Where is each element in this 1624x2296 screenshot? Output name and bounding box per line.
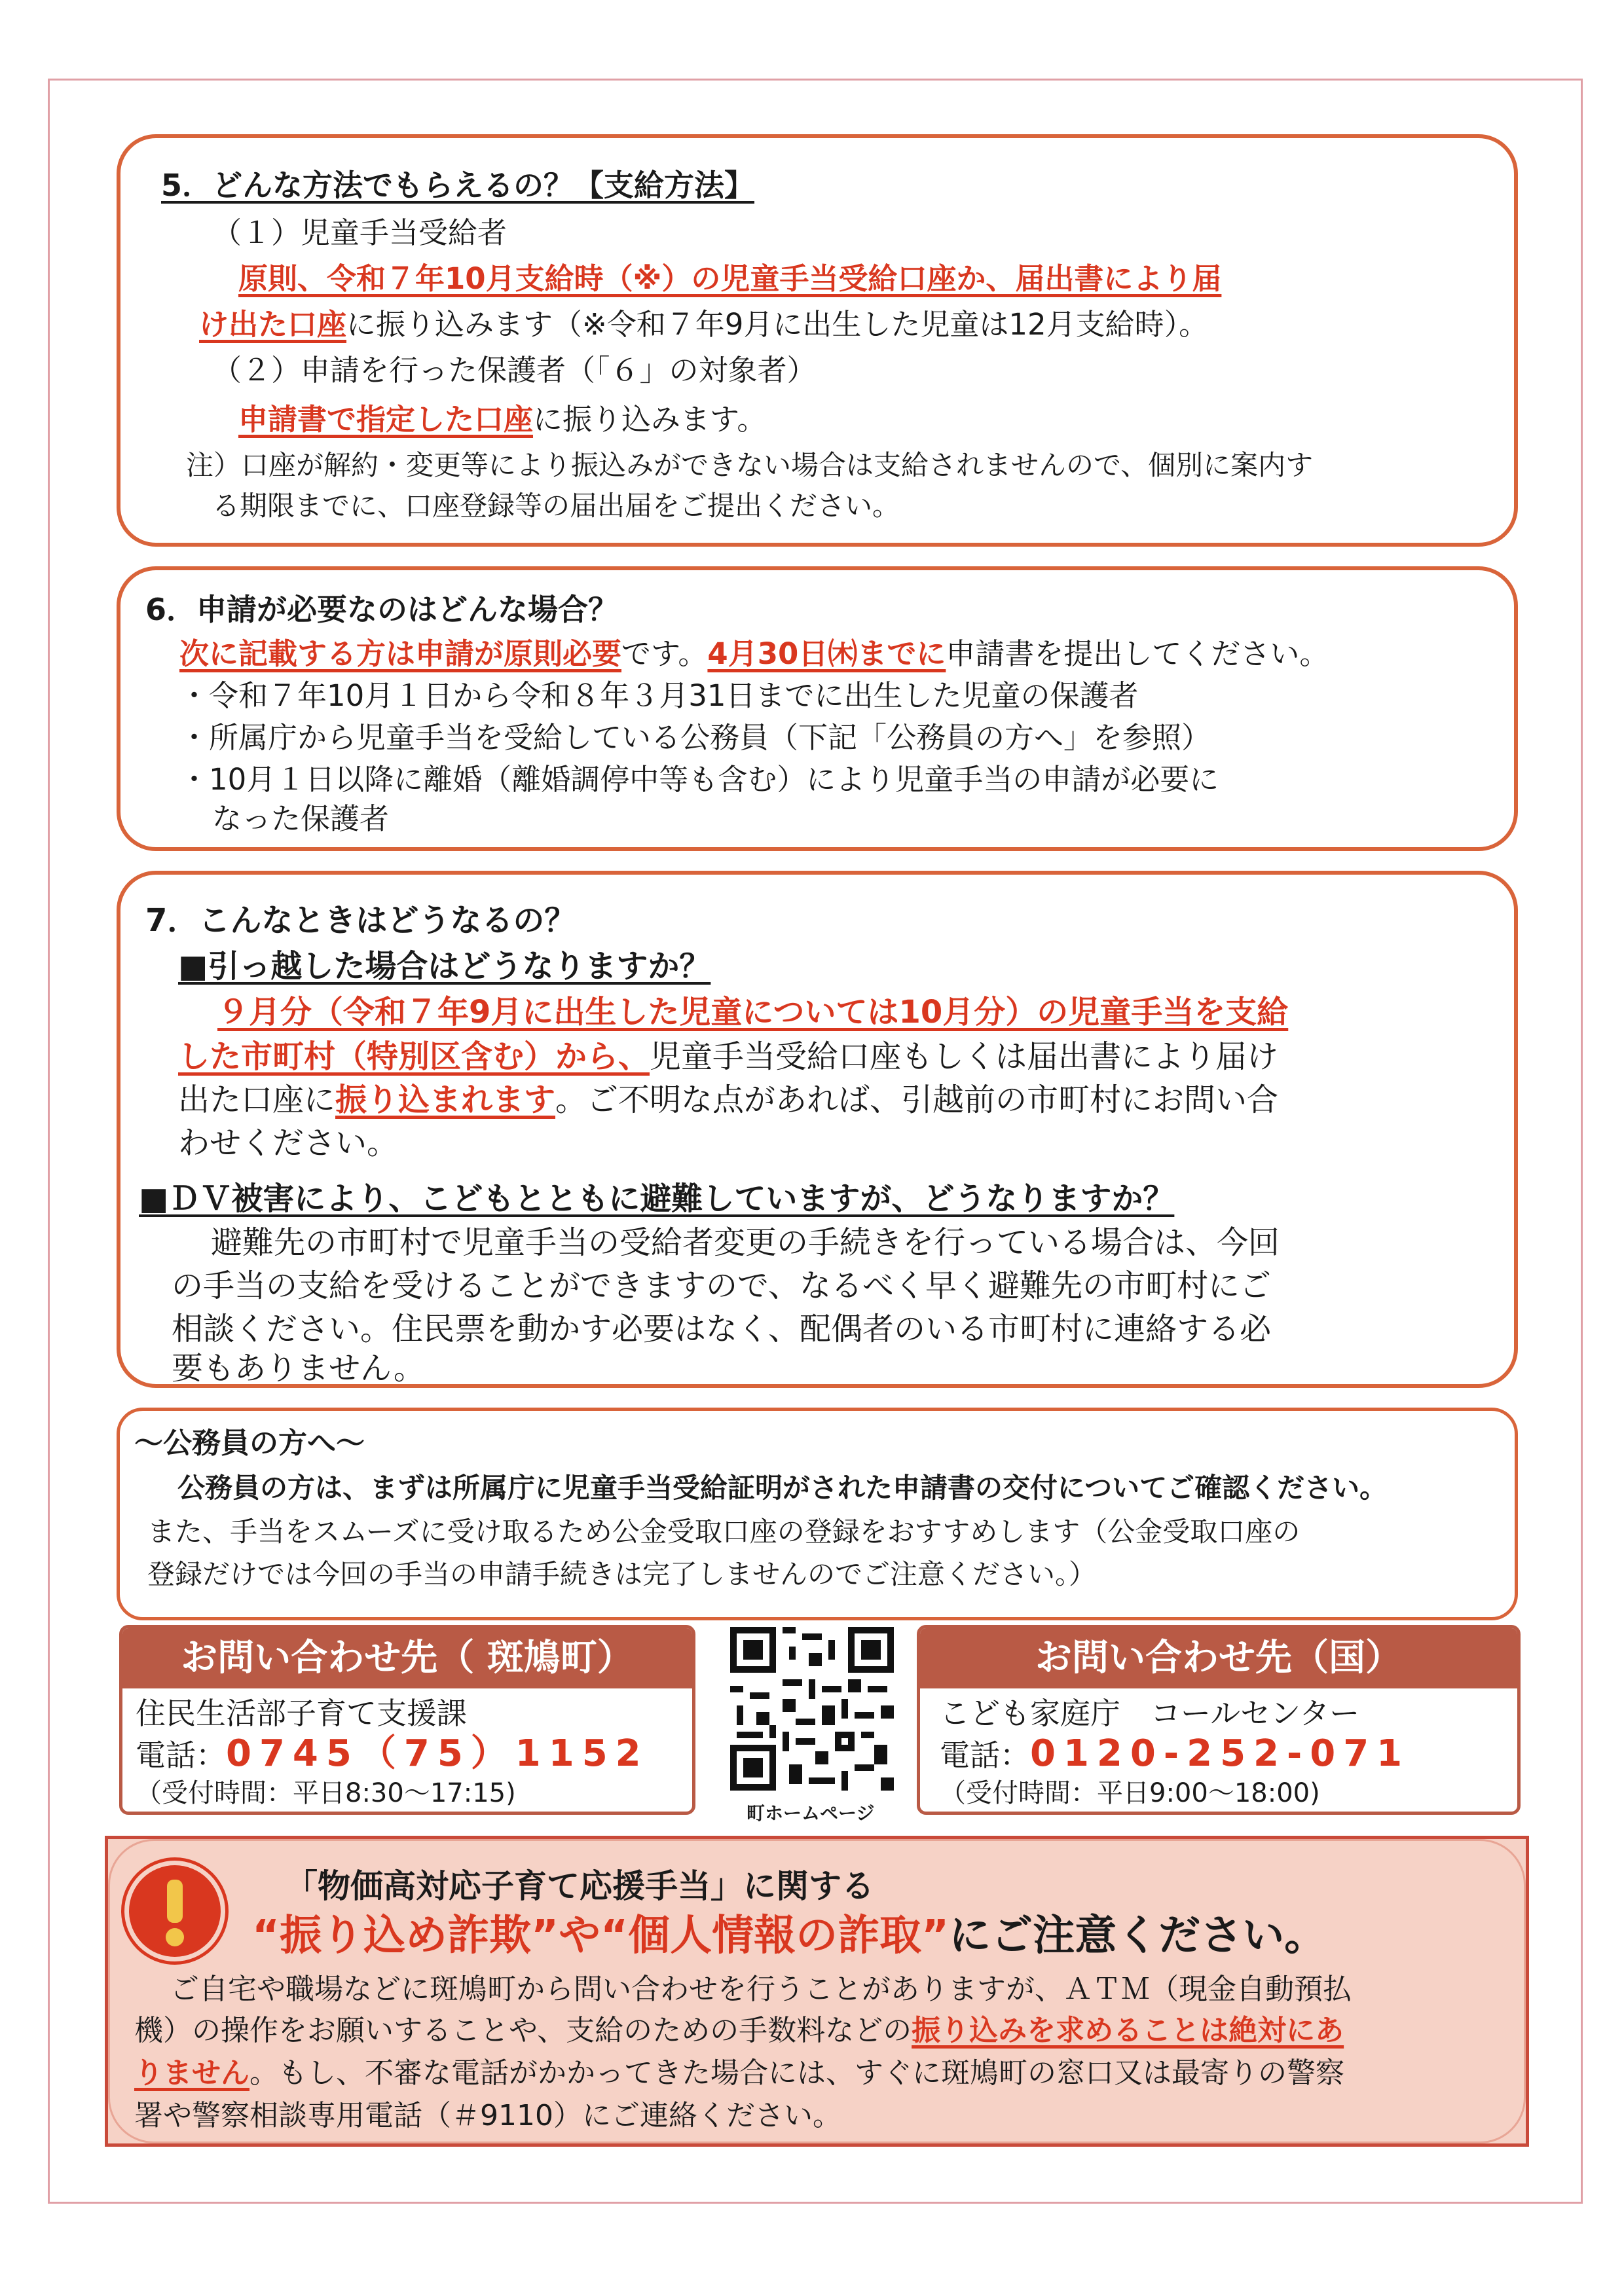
section-5-item1-label: （１）児童手当受給者 bbox=[212, 215, 507, 250]
phone-label: 電話： bbox=[136, 1738, 226, 1773]
civil-line-3: 登録だけでは今回の手当の申請手続きは完了しませんのでご注意ください。） bbox=[147, 1558, 1097, 1590]
contact-nation-box bbox=[917, 1625, 1521, 1815]
contact-town-phone-row[interactable] bbox=[136, 1734, 649, 1775]
a1-tail-2: 児童手当受給口座もしくは届出書により届け bbox=[650, 1038, 1279, 1075]
contact-town-dept: 住民生活部子育て支援課 bbox=[136, 1696, 467, 1731]
civil-title: ～公務員の方へ～ bbox=[134, 1427, 365, 1460]
warning-headline bbox=[252, 1910, 1326, 1962]
section-7-a1-line4: わせください。 bbox=[178, 1125, 399, 1161]
section-7-q2: ■ＤＶ被害により、こどもとともに避難していますが、どうなりますか？ bbox=[139, 1180, 1175, 1217]
section-5-item1-emphasis bbox=[238, 259, 1221, 299]
contact-town-phone[interactable]: 0745（75）1152 bbox=[226, 1732, 649, 1775]
section-5-item2-label: （２）申請を行った保護者（「６」の対象者） bbox=[212, 353, 817, 388]
body2-a: 機）の操作をお願いすることや、支給のための手数料などの bbox=[134, 2014, 912, 2047]
item1-red-text-2: け出た口座 bbox=[199, 307, 347, 342]
section-7-a1-line1 bbox=[217, 993, 1288, 1032]
contact-town-box bbox=[119, 1625, 695, 1815]
a1-line3-b: 。ご不明な点があれば、引越前の市町村にお問い合 bbox=[555, 1082, 1279, 1118]
qr-caption: 町ホームページ bbox=[747, 1802, 875, 1824]
qr-code-image bbox=[730, 1627, 894, 1791]
section-5-title: 5．どんな方法でもらえるの？【支給方法】 bbox=[161, 168, 755, 203]
contact-nation-dept: こども家庭庁 コールセンター bbox=[940, 1696, 1360, 1731]
section-6-bullet-2: ・所属庁から児童手当を受給している公務員（下記「公務員の方へ」を参照） bbox=[179, 720, 1211, 755]
warning-body-3 bbox=[134, 2054, 1344, 2093]
body2-red: 振り込みを求めることは絶対にあ bbox=[912, 2014, 1344, 2047]
warning-body-1: ご自宅や職場などに斑鳩町から問い合わせを行うことがありますが、ＡＴＭ（現金自動預払 bbox=[170, 1973, 1352, 2006]
fraud-warning-box bbox=[105, 1836, 1529, 2147]
section-7-a1-line3 bbox=[178, 1080, 1278, 1120]
section-6-bullet-1: ・令和７年10月１日から令和８年３月31日までに出生した児童の保護者 bbox=[179, 678, 1139, 713]
section-6-title: 6．申請が必要なのはどんな場合？ bbox=[145, 592, 619, 627]
contact-nation-hours: （受付時間：平日9:00～18:00) bbox=[940, 1778, 1320, 1808]
section-5-note-1: 注）口座が解約・変更等により振込みができない場合は支給されませんので、個別に案内す bbox=[186, 449, 1314, 481]
lead-red-text: 次に記載する方は申請が原則必要 bbox=[179, 636, 622, 671]
item2-tail: に振り込みます。 bbox=[533, 402, 767, 437]
section-7-a2-line1: 避難先の市町村で児童手当の受給者変更の手続きを行っている場合は、今回 bbox=[211, 1224, 1280, 1261]
section-7-q1: ■引っ越した場合はどうなりますか？ bbox=[178, 948, 711, 985]
section-5-box bbox=[117, 134, 1518, 547]
civil-servant-box bbox=[117, 1408, 1518, 1620]
warning-icon bbox=[129, 1865, 221, 1957]
a1-line3-red: 振り込まれます bbox=[335, 1082, 556, 1118]
warning-headline-tail: にご注意ください。 bbox=[949, 1912, 1327, 1960]
section-7-box bbox=[117, 871, 1518, 1388]
phone-label: 電話： bbox=[940, 1738, 1030, 1773]
section-7-a2-line4: 要もありません。 bbox=[172, 1350, 425, 1387]
item2-red-text: 申請書で指定した口座 bbox=[238, 402, 534, 437]
section-6-box bbox=[117, 566, 1518, 851]
item1-tail: に振り込みます（※令和７年9月に出生した児童は12月支給時）。 bbox=[346, 307, 1209, 342]
section-7-a1-line2 bbox=[178, 1037, 1278, 1076]
a1-line3-a: 出た口座に bbox=[178, 1082, 336, 1118]
civil-line-1: 公務員の方は、まずは所属庁に児童手当受給証明がされた申請書の交付についてご確認ください。 bbox=[177, 1472, 1388, 1504]
section-5-item1-line2 bbox=[199, 305, 1208, 344]
section-7-title: 7．こんなときはどうなるの？ bbox=[145, 902, 576, 939]
section-5-note-2: る期限までに、口座登録等の届出届をご提出ください。 bbox=[212, 490, 900, 522]
warning-body-2 bbox=[134, 2011, 1344, 2050]
lead-tail: 申請書を提出してください。 bbox=[946, 636, 1329, 671]
lead-deadline: 4月30日㈭までに bbox=[707, 636, 946, 671]
section-6-lead bbox=[179, 634, 1329, 674]
warning-line-1: 「物価高対応子育て応援手当」に関する bbox=[285, 1867, 874, 1905]
contact-town-header: お問い合わせ先（ 斑鳩町） bbox=[122, 1628, 692, 1688]
section-6-bullet-3a: ・10月１日以降に離婚（離婚調停中等も含む）により児童手当の申請が必要に bbox=[179, 762, 1219, 797]
contact-town-hours: （受付時間：平日8:30～17:15) bbox=[136, 1778, 516, 1808]
item1-red-text: 原則、令和７年10月支給時（※）の児童手当受給口座か、届出書により届 bbox=[238, 261, 1222, 296]
a1-red-2: した市町村（特別区含む）から、 bbox=[178, 1038, 650, 1075]
section-5-item2-line bbox=[238, 400, 766, 439]
qr-code[interactable] bbox=[730, 1627, 894, 1791]
body3-red: りません bbox=[134, 2056, 249, 2090]
section-7-a2-line3: 相談ください。住民票を動かす必要はなく、配偶者のいる市町村に連絡する必 bbox=[172, 1311, 1272, 1347]
section-7-a2-line2: の手当の支給を受けることができますので、なるべく早く避難先の市町村にご bbox=[172, 1267, 1272, 1304]
a1-red-1: ９月分（令和７年9月に出生した児童については10月分）の児童手当を支給 bbox=[217, 994, 1289, 1030]
contact-nation-phone[interactable]: 0120-252-071 bbox=[1030, 1732, 1411, 1775]
lead-mid: です。 bbox=[621, 636, 708, 671]
section-6-bullet-3b: なった保護者 bbox=[212, 801, 390, 836]
contact-nation-header: お問い合わせ先（国） bbox=[920, 1628, 1517, 1688]
civil-line-2: また、手当をスムーズに受け取るため公金受取口座の登録をおすすめします（公金受取口座の bbox=[147, 1516, 1301, 1548]
warning-headline-red: “振り込め詐欺”や“個人情報の詐取” bbox=[252, 1912, 950, 1960]
warning-body-4: 署や警察相談専用電話（＃9110）にご連絡ください。 bbox=[134, 2099, 841, 2132]
body3-b: 。もし、不審な電話がかかってきた場合には、すぐに斑鳩町の窓口又は最寄りの警察 bbox=[249, 2056, 1344, 2090]
contact-nation-phone-row[interactable] bbox=[940, 1734, 1410, 1775]
